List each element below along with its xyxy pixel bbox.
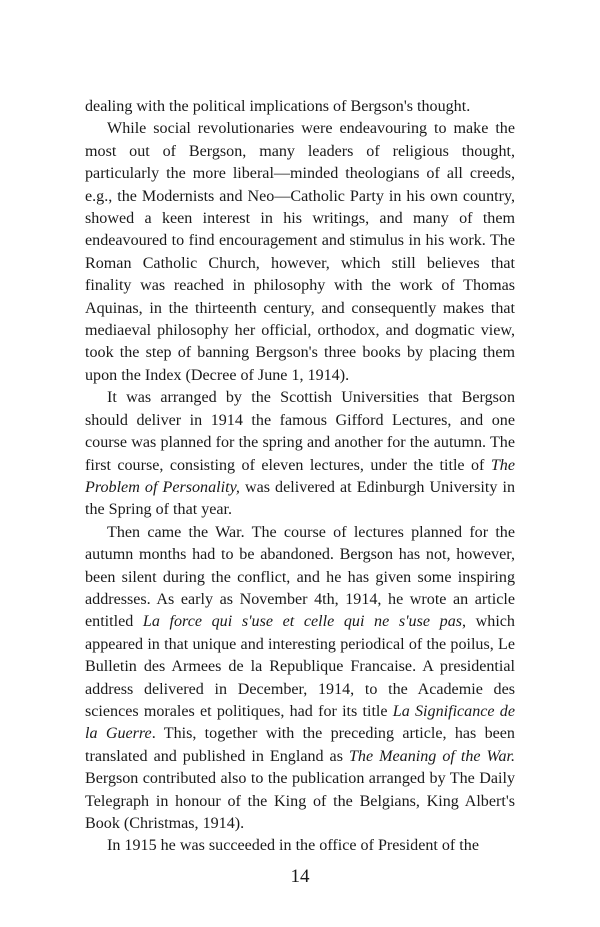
paragraph-4-text-d: Bergson contributed also to the publication arranged by The Daily Telegraph in honour of the King of the Belgians, King Albert's Book (Christmas, 1914).	[85, 770, 515, 832]
paragraph-2-text: While social revolutionaries were endeavouring to make the most out of Bergson, many leaders of religious thought, particularly the more liberal—minded theologians of all creeds, e.g., the Modernists and Neo—Catholic Party in his own country, showed a keen interest in his writings, and many of them endeavoured to find encouragement and stimulus in his work. The Roman Catholic Church, however, which still believes that finality was reached in philosophy with the work of Thomas Aquinas, in the thirteenth century, and consequently makes that mediaeval philosophy her official, orthodox, and dogmatic view, took the step of banning Bergson's three books by placing them upon the Index (Decree of June 1, 1914).	[85, 120, 515, 384]
book-title-meaning-of-the-war: The Meaning of the War.	[348, 747, 515, 765]
paragraph-4-text-a: Then came the War. The course of lectures planned for the autumn months had to be abandoned. Bergson has not, however, been silent during the conflict, and he has given some inspiring addresses. As early as November 4th, 1914, he wrote an article entitled	[85, 523, 515, 631]
article-title-la-force: La force qui s'use et celle qui ne s'use pas	[142, 613, 462, 631]
document-body	[85, 96, 515, 858]
address-title-la-significance: La Significance de la Guerre	[85, 702, 515, 743]
paragraph-2	[85, 118, 515, 387]
paragraph-1-text: dealing with the political implications of Bergson's thought.	[85, 98, 471, 115]
page-number: 14	[290, 866, 310, 887]
paragraph-3-text-b: was delivered at Edinburgh University in the Spring of that year.	[85, 478, 515, 519]
paragraph-4-text-b: , which appeared in that unique and interesting periodical of the poilus, Le Bulletin des Armees de la Republique Francaise. A presidential address delivered in December, 1914, to the Academie des sciences morales et politiques, had for its title	[85, 613, 515, 720]
paragraph-5	[85, 835, 515, 857]
paragraph-3-text-a: It was arranged by the Scottish Universities that Bergson should deliver in 1914 the famous Gifford Lectures, and one course was planned for the spring and another for the autumn. The first course, consisting of eleven lectures, under the title of	[85, 389, 515, 474]
paragraph-3	[85, 387, 515, 521]
paragraph-5-text: In 1915 he was succeeded in the office of President of the	[107, 837, 479, 855]
book-title-problem-of-personality: The Problem of Personality,	[85, 456, 515, 496]
paragraph-4	[85, 522, 515, 836]
paragraph-4-text-c: . This, together with the preceding article, has been translated and published in England as	[85, 725, 515, 765]
paragraph-1	[85, 96, 515, 118]
